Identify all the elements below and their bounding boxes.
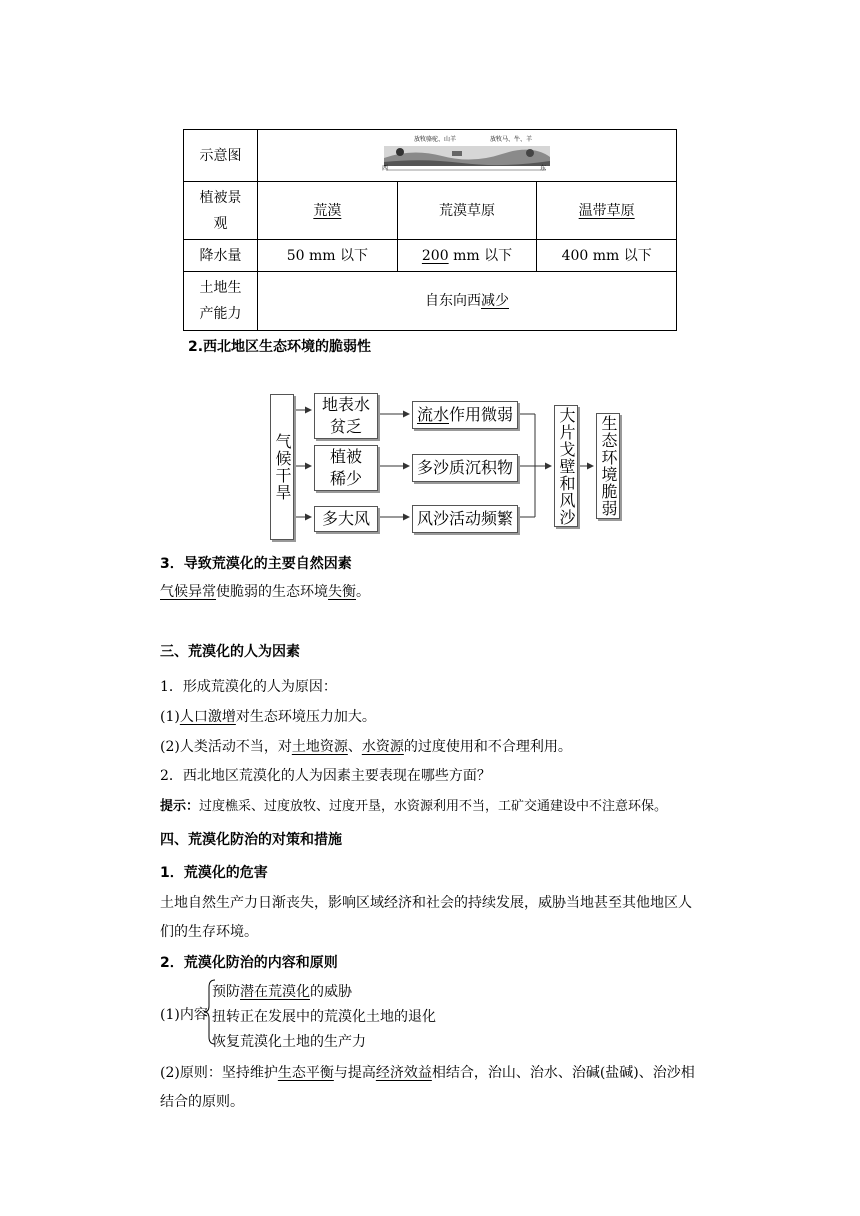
box-vegetation-line2: 稀少: [329, 469, 362, 488]
land-resources: 土地资源: [291, 739, 348, 755]
box-water-rest: 作用微弱: [449, 405, 514, 424]
section3-end: 。: [356, 584, 370, 600]
productivity-direction: 自东向西: [425, 293, 481, 309]
box-arid-climate: 气候干旱: [270, 394, 294, 540]
line1-num: (1): [160, 709, 180, 725]
box-frequent-sandstorm: 风沙活动频繁: [412, 505, 518, 533]
picture-label-right: 放牧马、牛、羊: [490, 135, 533, 143]
principle-line1: [160, 1062, 695, 1082]
line1-rest: 对生态环境压力加大。: [235, 709, 376, 725]
content-label: (1)内容: [160, 1007, 208, 1023]
box-gobi-sand: 大片戈壁和风沙: [554, 405, 578, 527]
principle-c: 与提高: [333, 1065, 376, 1081]
box-strong-wind: 多大风: [314, 506, 378, 532]
line2-sep: 、: [347, 739, 362, 755]
hint-text: 过度樵采、过度放牧、过度开垦，水资源利用不当，工矿交通建设中不注意环保。: [199, 799, 668, 814]
box-surface-water-line2: 贫乏: [329, 417, 362, 436]
part4-p1-line2: 们的生存环境。: [160, 924, 258, 940]
part4-s1: 1．荒漠化的危害: [160, 865, 268, 881]
section2-title: 2.西北地区生态环境的脆弱性: [188, 339, 372, 355]
box-vegetation-line1: 植被: [329, 447, 362, 466]
content-item2: 扭转正在发展中的荒漠化土地的退化: [212, 1009, 436, 1025]
part3-line2: [160, 736, 572, 756]
line2-a: (2)人类活动不当，对: [160, 739, 292, 755]
part3-title: 三、荒漠化的人为因素: [160, 644, 300, 660]
climate-anomaly: 气候异常: [160, 584, 216, 600]
content-item3: 恢复荒漠化土地的生产力: [212, 1034, 366, 1050]
rain-desert-steppe-unit: mm 以下: [448, 247, 513, 264]
content-item1: [212, 981, 352, 1001]
picture-label-east: 东: [540, 164, 547, 172]
content-item1-c: 的威胁: [310, 984, 352, 1000]
veg-desert-text: 荒漠: [313, 202, 342, 219]
part3-q1: 1．形成荒漠化的人为原因：: [160, 679, 337, 695]
row-head-rainfall: 降水量: [184, 240, 258, 272]
section3-mid: 使脆弱的生态环境: [216, 584, 328, 600]
box-fragile-environment: 生态环境脆弱: [596, 413, 620, 519]
box-sandy-sediment: 多沙质沉积物: [412, 454, 518, 482]
rain-desert-steppe-number: 200: [421, 247, 449, 264]
box-weak-water-action: [412, 401, 518, 429]
box-sparse-vegetation: [314, 445, 378, 491]
hint-label: 提示：: [160, 799, 200, 814]
part4-title: 四、荒漠化防治的对策和措施: [160, 832, 342, 848]
part4-p1-line1: 土地自然生产力日渐丧失，影响区域经济和社会的持续发展，威胁当地甚至其他地区人: [160, 895, 692, 911]
box-surface-water-line1: 地表水: [321, 395, 370, 414]
picture-label-left: 放牧骆驼、山羊: [414, 135, 457, 143]
row-head-vegetation-line2: 观: [213, 215, 228, 232]
row-head-vegetation-line1: 植被景: [199, 189, 242, 206]
veg-temperate-steppe-text: 温带草原: [578, 202, 635, 219]
picture-label-west: 西: [382, 164, 389, 172]
part3-line1: [160, 706, 376, 726]
part3-q2: 2．西北地区荒漠化的人为因素主要表现在哪些方面？: [160, 768, 491, 784]
imbalance: 失衡: [328, 584, 356, 600]
potential-desertification: 潜在荒漠化: [240, 984, 310, 1000]
section3-title: 3．导致荒漠化的主要自然因素: [160, 556, 352, 572]
line2-rest: 的过度使用和不合理利用。: [403, 739, 572, 755]
ecological-balance: 生态平衡: [277, 1065, 334, 1081]
principle-e: 相结合，治山、治水、治碱(盐碱)、治沙相: [431, 1065, 695, 1081]
rain-temperate-steppe: 400 mm 以下: [537, 240, 677, 272]
veg-desert-steppe: 荒漠草原: [397, 182, 537, 240]
row-head-productivity-line1: 土地生: [199, 280, 242, 296]
principle-line2: 结合的原则。: [160, 1094, 244, 1110]
box-surface-water-scarce: [314, 393, 378, 439]
population-surge: 人口激增: [179, 709, 236, 725]
row-head-productivity-line2: 产能力: [199, 306, 242, 322]
content-item1-a: 预防: [212, 984, 240, 1000]
section3-text: [160, 581, 370, 601]
principle-a: (2)原则：坚持维护: [160, 1065, 278, 1081]
row-head-diagram: 示意图: [184, 130, 258, 182]
water-resources: 水资源: [361, 739, 404, 755]
part4-s2: 2．荒漠化防治的内容和原则: [160, 955, 338, 971]
productivity-decrease: 减少: [481, 293, 509, 309]
part3-hint: [160, 795, 667, 814]
box-water-underlined: 流水: [416, 405, 449, 424]
economic-benefit: 经济效益: [375, 1065, 432, 1081]
rain-desert: 50 mm 以下: [258, 240, 398, 272]
